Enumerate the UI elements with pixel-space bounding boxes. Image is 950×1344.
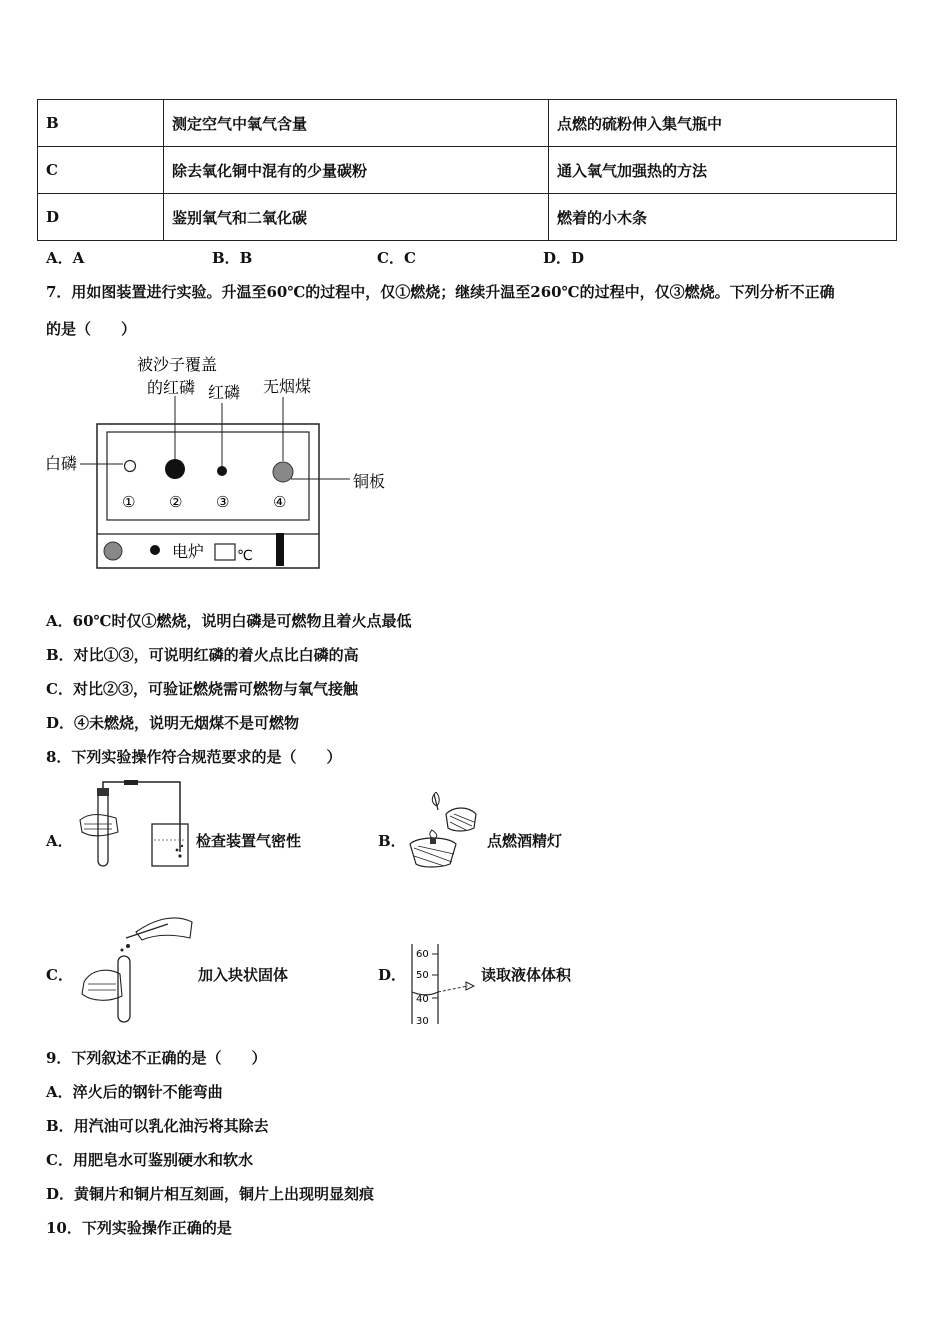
stove-switch <box>276 533 284 566</box>
q10-stem: 10．下列实验操作正确的是 <box>46 1219 232 1237</box>
q7-stem-line2: 的是（ ） <box>46 320 137 338</box>
q8-b-letter: B． <box>378 832 406 850</box>
tick-30: 30 <box>416 1016 429 1024</box>
q6-choice-b: B．B <box>212 249 253 267</box>
red-phosphorus-sample <box>217 466 227 476</box>
label-celsius: ℃ <box>237 548 253 564</box>
q7-option-a: A．60℃时仅①燃烧，说明白磷是可燃物且着火点最低 <box>46 612 412 630</box>
q9-stem: 9．下列叙述不正确的是（ ） <box>46 1049 267 1067</box>
q7-option-d: D．④未燃烧，说明无烟煤不是可燃物 <box>46 714 300 732</box>
table-row <box>38 194 897 241</box>
q6-choice-a: A．A <box>46 249 85 267</box>
q6-options-table <box>37 99 897 241</box>
row-experiment: 测定空气中氧气含量 <box>164 100 549 147</box>
tick-50: 50 <box>416 970 429 981</box>
add-solid-illustration <box>76 912 196 1026</box>
temperature-display <box>215 544 235 560</box>
q8-c-letter: C． <box>46 966 73 984</box>
label-stove: 电炉 <box>172 542 205 561</box>
label-covered-line1: 被沙子覆盖 <box>137 355 218 374</box>
label-coal: 无烟煤 <box>263 377 312 396</box>
table-row <box>38 147 897 194</box>
row-method: 燃着的小木条 <box>549 194 897 241</box>
tick-40: 40 <box>416 994 429 1005</box>
indicator-light <box>150 545 160 555</box>
row-experiment: 鉴别氧气和二氧化碳 <box>164 194 549 241</box>
row-experiment: 除去氧化铜中混有的少量碳粉 <box>164 147 549 194</box>
num-3: ③ <box>216 493 230 511</box>
q9-option-c: C．用肥皂水可鉴别硬水和软水 <box>46 1151 253 1169</box>
q6-choice-c: C．C <box>377 249 416 267</box>
q8-stem: 8．下列实验操作符合规范要求的是（ ） <box>46 748 342 766</box>
q7-apparatus-diagram <box>40 348 400 578</box>
alcohol-lamp-illustration <box>404 792 484 870</box>
num-2: ② <box>169 493 183 511</box>
row-method: 点燃的硫粉伸入集气瓶中 <box>549 100 897 147</box>
q8-a-letter: A． <box>46 832 73 850</box>
label-copper: 铜板 <box>353 472 386 491</box>
row-key: C <box>38 147 164 194</box>
q9-option-b: B．用汽油可以乳化油污将其除去 <box>46 1117 269 1135</box>
q9-option-d: D．黄铜片和铜片相互刻画，铜片上出现明显刻痕 <box>46 1185 375 1203</box>
coal-sample <box>273 462 293 482</box>
label-red-phosphorus: 红磷 <box>208 383 241 402</box>
row-method: 通入氧气加强热的方法 <box>549 147 897 194</box>
q7-stem-line1: 7．用如图装置进行实验。升温至60℃的过程中，仅①燃烧；继续升温至260℃的过程中，仅③燃烧。下列分析不正确 <box>46 283 835 301</box>
q8-b-text: 点燃酒精灯 <box>487 832 563 850</box>
row-key: D <box>38 194 164 241</box>
airtightness-check-illustration <box>72 780 192 872</box>
q7-option-c: C．对比②③，可验证燃烧需可燃物与氧气接触 <box>46 680 358 698</box>
q8-c-text: 加入块状固体 <box>198 966 289 984</box>
q9-option-a: A．淬火后的钢针不能弯曲 <box>46 1083 223 1101</box>
num-1: ① <box>122 493 136 511</box>
stove-knob <box>104 542 122 560</box>
q7-option-b: B．对比①③，可说明红磷的着火点比白磷的高 <box>46 646 359 664</box>
tick-60: 60 <box>416 949 429 960</box>
q8-a-text: 检查装置气密性 <box>196 832 302 850</box>
table-row <box>38 100 897 147</box>
num-4: ④ <box>273 493 287 511</box>
label-white-phosphorus: 白磷 <box>45 454 78 473</box>
graduated-cylinder-illustration <box>404 940 484 1024</box>
q8-d-text: 读取液体体积 <box>481 966 572 984</box>
covered-red-phosphorus-sample <box>165 459 185 479</box>
label-covered-line2: 的红磷 <box>147 378 196 397</box>
q8-d-letter: D． <box>378 966 407 984</box>
q6-choice-d: D．D <box>543 249 585 267</box>
white-phosphorus-sample <box>125 461 136 472</box>
row-key: B <box>38 100 164 147</box>
